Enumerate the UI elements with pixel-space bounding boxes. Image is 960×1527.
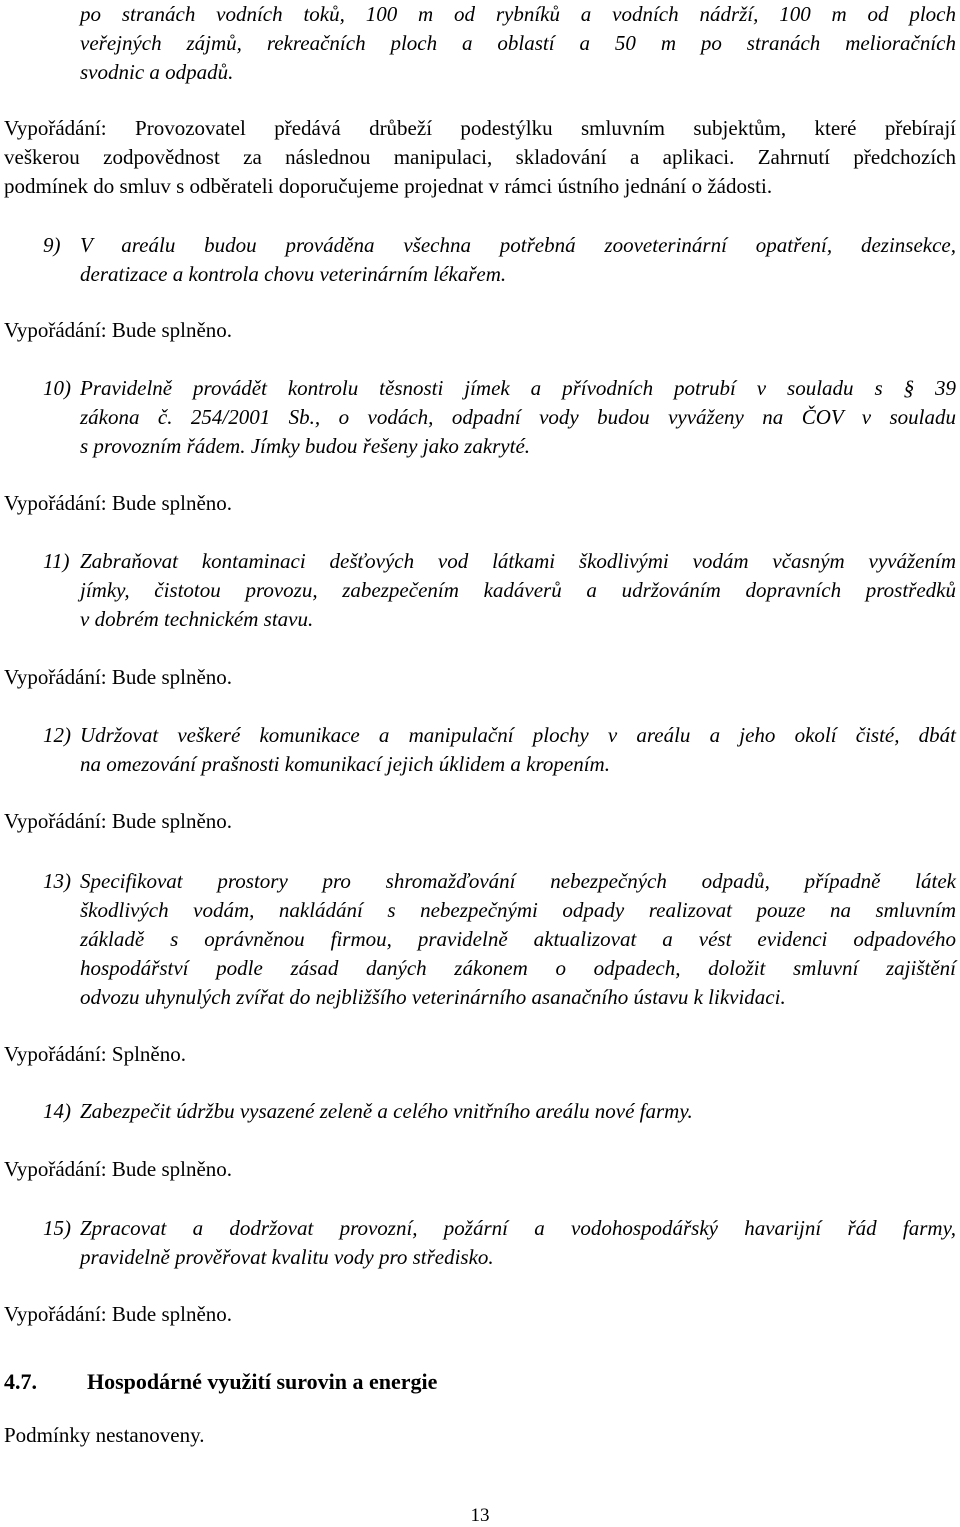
item-number: 11) xyxy=(43,549,70,573)
item-line: hospodářství podle zásad daných zákonem o odpadech, doložit smluvní zajištění xyxy=(80,956,956,980)
resolution-paragraph xyxy=(4,114,956,201)
item-line: Udržovat veškeré komunikace a manipulační plochy v areálu a jeho okolí čisté, dbát xyxy=(80,723,956,747)
item-text xyxy=(80,721,956,779)
item-line: škodlivých vodám, nakládání s nebezpečnými odpady realizovat pouze na smluvním xyxy=(80,898,956,922)
item-line: základě s oprávněnou firmou, pravidelně aktualizovat a vést evidenci odpadového xyxy=(80,927,956,951)
item-resolution: Vypořádání: Bude splněno. xyxy=(4,318,233,342)
item-text xyxy=(80,231,956,289)
item-text xyxy=(80,867,956,1012)
intro-line: po stranách vodních toků, 100 m od rybníků a vodních nádrží, 100 m od ploch xyxy=(80,2,956,26)
item-number: 10) xyxy=(43,376,71,400)
item-resolution: Vypořádání: Bude splněno. xyxy=(4,1302,233,1326)
section-number: 4.7. xyxy=(4,1369,37,1394)
item-text xyxy=(80,547,956,634)
intro-line: veřejných zájmů, rekreačních ploch a oblastí a 50 m po stranách melioračních xyxy=(80,31,956,55)
item-line: Zabraňovat kontaminaci dešťových vod látkami škodlivými vodám včasným vyvážením xyxy=(80,549,956,573)
item-line: odvozu uhynulých zvířat do nejbližšího veterinárního asanačního ústavu k likvidaci. xyxy=(80,985,786,1009)
resolution-line: veškerou zodpovědnost za následnou manipulaci, skladování a aplikaci. Zahrnutí předchozích xyxy=(4,145,956,169)
item-number: 14) xyxy=(43,1099,71,1123)
item-resolution: Vypořádání: Bude splněno. xyxy=(4,665,233,689)
resolution-line: Vypořádání: Provozovatel předává drůbeží podestýlku smluvním subjektům, které přebírají xyxy=(4,116,956,140)
section-body: Podmínky nestanoveny. xyxy=(4,1423,205,1447)
item-line: V areálu budou prováděna všechna potřebná zooveterinární opatření, dezinsekce, xyxy=(80,233,956,257)
item-line: Specifikovat prostory pro shromažďování nebezpečných odpadů, případně látek xyxy=(80,869,956,893)
page-number: 13 xyxy=(470,1505,490,1526)
item-line: deratizace a kontrola chovu veterinárním lékařem. xyxy=(80,262,507,286)
item-line: v dobrém technickém stavu. xyxy=(80,607,314,631)
intro-line: svodnic a odpadů. xyxy=(80,60,234,84)
item-line: Zpracovat a dodržovat provozní, požární a vodohospodářský havarijní řád farmy, xyxy=(80,1216,956,1240)
item-line: Zabezpečit údržbu vysazené zeleně a celého vnitřního areálu nové farmy. xyxy=(80,1099,693,1123)
item-number: 15) xyxy=(43,1216,71,1240)
item-resolution: Vypořádání: Bude splněno. xyxy=(4,1157,233,1181)
item-number: 13) xyxy=(43,869,71,893)
intro-paragraph xyxy=(80,0,956,87)
item-line: s provozním řádem. Jímky budou řešeny jako zakryté. xyxy=(80,434,531,458)
resolution-line: podmínek do smluv s odběrateli doporučujeme projednat v rámci ústního jednání o žádosti. xyxy=(4,174,773,198)
item-line: pravidelně prověřovat kvalitu vody pro středisko. xyxy=(80,1245,494,1269)
item-resolution: Vypořádání: Bude splněno. xyxy=(4,491,233,515)
item-line: na omezování prašnosti komunikací jejich úklidem a kropením. xyxy=(80,752,610,776)
item-text xyxy=(80,1214,956,1272)
item-line: zákona č. 254/2001 Sb., o vodách, odpadní vody budou vyváženy na ČOV v souladu xyxy=(80,405,956,429)
item-resolution: Vypořádání: Splněno. xyxy=(4,1042,186,1066)
item-line: Pravidelně provádět kontrolu těsnosti jímek a přívodních potrubí v souladu s § 39 xyxy=(80,376,956,400)
item-text xyxy=(80,1097,956,1126)
section-title: Hospodárné využití surovin a energie xyxy=(87,1369,438,1394)
item-number: 9) xyxy=(43,233,61,257)
item-line: jímky, čistotou provozu, zabezpečením kadáverů a udržováním dopravních prostředků xyxy=(80,578,956,602)
item-number: 12) xyxy=(43,723,71,747)
item-resolution: Vypořádání: Bude splněno. xyxy=(4,809,233,833)
item-text xyxy=(80,374,956,461)
